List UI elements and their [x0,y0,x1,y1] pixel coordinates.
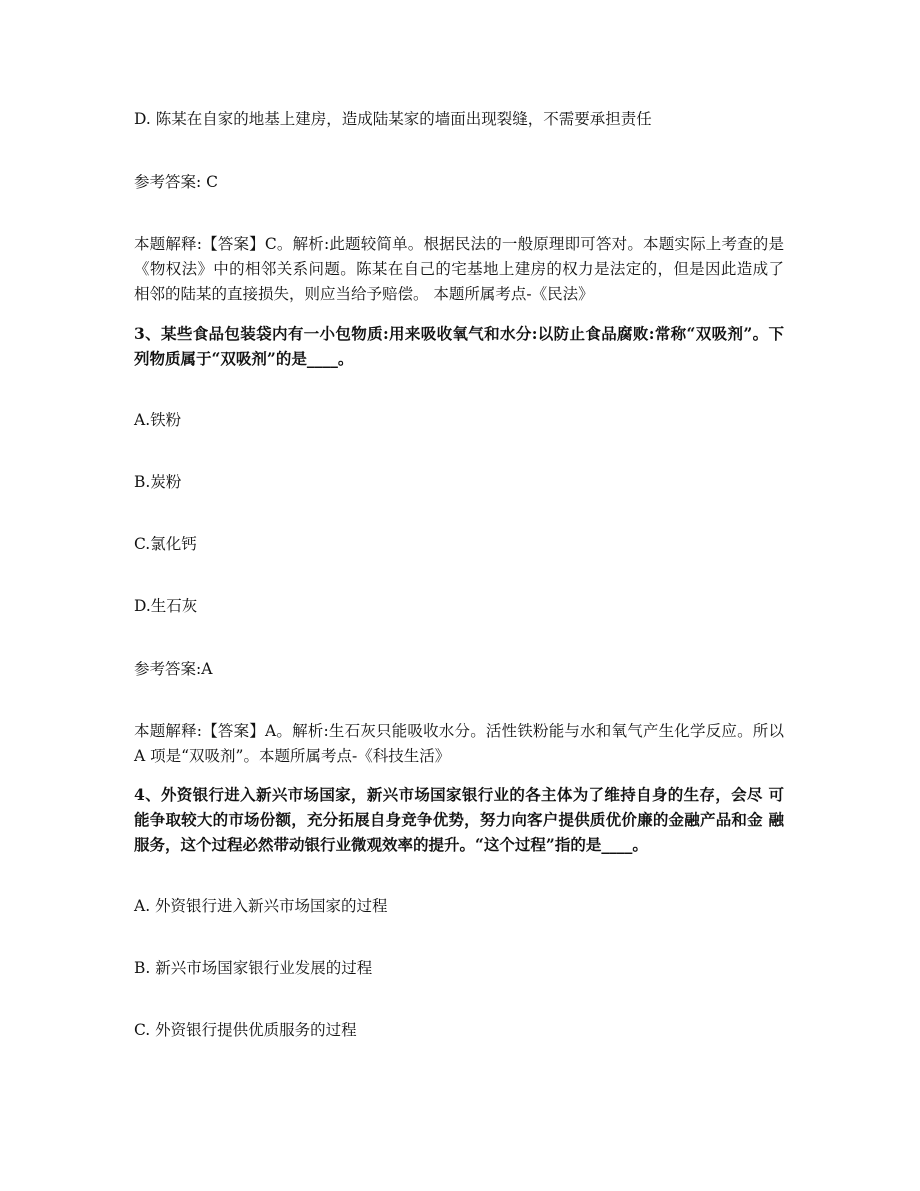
q4-option-a: A. 外资银行进入新兴市场国家的过程 [134,897,388,915]
q4-question: 4、外资银行进入新兴市场国家，新兴市场国家银行业的各主体为了维持自身的生存，会尽 可能争取较大的市场份额，充分拓展自身竞争优势，努力向客户提供质优价廉的金融产品和金 融服务，这个过程必然带动银行业微观效率的提升。“这个过程”指的是____。 [134,785,784,854]
q4-option-c: C. 外资银行提供优质服务的过程 [134,1021,357,1039]
q3-option-d: D.生石灰 [134,597,198,615]
q2-answer: 参考答案: C [134,173,219,191]
q3-option-c: C.氯化钙 [134,535,197,553]
q3-explanation: 本题解释:【答案】A。解析:生石灰只能吸收水分。活性铁粉能与水和氧气产生化学反应。所以 A 项是“双吸剂”。本题所属考点-《科技生活》 [134,722,784,765]
q3-option-a: A.铁粉 [134,411,182,429]
q2-option-d: D. 陈某在自家的地基上建房，造成陆某家的墙面出现裂缝，不需要承担责任 [134,110,652,128]
q4-option-b: B. 新兴市场国家银行业发展的过程 [134,959,373,977]
q3-answer: 参考答案:A [134,660,213,678]
q3-option-b: B.炭粉 [134,473,182,491]
q2-explanation: 本题解释:【答案】C。解析:此题较简单。根据民法的一般原理即可答对。本题实际上考查的是《物权法》中的相邻关系问题。陈某在自己的宅基地上建房的权力是法定的，但是因此造成了相邻的陆某的直接损失，则应当给予赔偿。 本题所属考点-《民法》 [134,235,784,303]
q3-question: 3、某些食品包装袋内有一小包物质:用来吸收氧气和水分:以防止食品腐败:常称“双吸剂”。下列物质属于“双吸剂”的是____。 [134,324,784,368]
